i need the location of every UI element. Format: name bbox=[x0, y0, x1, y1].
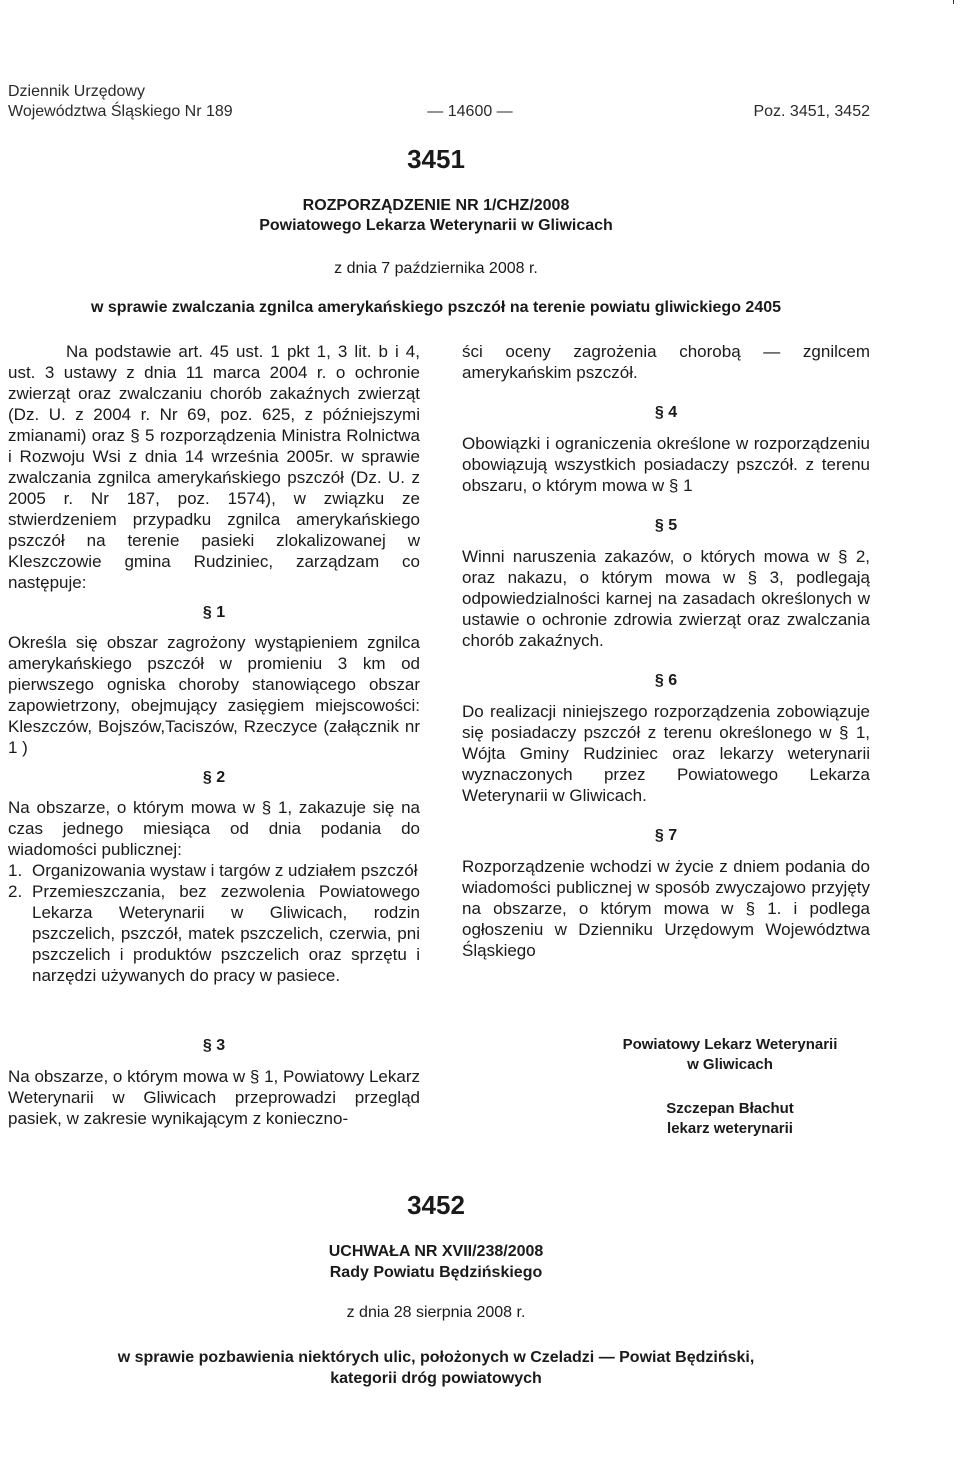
section-5-heading: § 5 bbox=[654, 517, 678, 534]
signature-role: lekarz weterynarii bbox=[667, 1120, 793, 1137]
doc2-date: z dnia 28 sierpnia 2008 r. bbox=[346, 1304, 526, 1321]
doc2-subject-line-2: kategorii dróg powiatowych bbox=[330, 1370, 542, 1387]
section-7-text: Rozporządzenie wchodzi w życie z dniem podania do wiadomości publicznej w sposób zwyczajowo przyjęty na obszarze, o którym mowa w § 1. i podlega ogłoszeniu w Dzienniku Urzędowym Województwa Śląskiego bbox=[462, 857, 870, 960]
left-column-bottom bbox=[8, 1037, 420, 1129]
section-6-text: Do realizacji niniejszego rozporządzenia zobowiązuje się posiadaczy pszczół z terenu określonego w § 1, Wójta Gminy Rudziniec oraz lekarzy weterynarii wyznaczonych przez Powiatowego Lekarza Weterynarii w Gliwicach. bbox=[462, 702, 870, 805]
journal-line-2: Województwa Śląskiego Nr 189 bbox=[8, 103, 233, 120]
section-7-heading: § 7 bbox=[654, 827, 678, 844]
doc2-title-line-1: UCHWAŁA NR XVII/238/2008 bbox=[328, 1243, 544, 1260]
page-edge-mark bbox=[953, 0, 960, 4]
section-5-text: Winni naruszenia zakazów, o których mowa w § 2, oraz nakazu, o którym mowa w § 3, podlegają odpowiedzialności karnej na zasadach określonych w ustawie o ochronie zdrowia zwierząt oraz zwalczania chorób zakaźnych. bbox=[462, 547, 870, 650]
page-number: — 14600 — bbox=[427, 103, 513, 120]
doc2-subject bbox=[0, 1347, 872, 1389]
doc2-title bbox=[0, 1241, 872, 1283]
section-3-text-start: Na obszarze, o którym mowa w § 1, Powiatowy Lekarz Weterynarii w Gliwicach przeprowadzi przegląd pasiek, w zakresie wynikającym z konieczno- bbox=[8, 1067, 420, 1128]
section-3-text-end: ści oceny zagrożenia chorobą — zgnilcem amerykańskim pszczół. bbox=[462, 342, 870, 382]
preamble: Na podstawie art. 45 ust. 1 pkt 1, 3 lit. b i 4, ust. 3 ustawy z dnia 11 marca 2004 r. o ochronie zwierząt oraz zwalczaniu chorób zakaźnych zwierząt (Dz. U. z 2004 r. Nr 69, poz. 625, z późniejszymi zmianami) oraz § 5 rozporządzenia Ministra Rolnictwa i Rozwoju Wsi z dnia 14 września 2005r. w sprawie zwalczania zgnilca amerykańskiego pszczół (Dz. U. z 2005 r. Nr 187, poz. 1574), w związku ze stwierdzeniem przypadku zgnilca amerykańskiego pszczół na terenie pasieki zlokalizowanej w Kleszczowie gmina Rudziniec, zarządzam co następuje: bbox=[8, 342, 420, 592]
doc2-subject-line-1: w sprawie pozbawienia niektórych ulic, położonych w Czeladzi — Powiat Będziński, bbox=[117, 1349, 755, 1366]
section-1-heading: § 1 bbox=[202, 604, 226, 621]
section-6-heading: § 6 bbox=[654, 672, 678, 689]
list-item bbox=[8, 881, 420, 986]
left-column bbox=[8, 341, 420, 986]
doc2-number: 3452 bbox=[407, 1190, 465, 1220]
section-4-heading: § 4 bbox=[654, 404, 678, 421]
section-2-heading: § 2 bbox=[202, 769, 226, 786]
list-item-number: 1. bbox=[8, 861, 23, 880]
doc-title-line-1: ROZPORZĄDZENIE NR 1/CHZ/2008 bbox=[302, 197, 570, 214]
signature-name: Szczepan Błachut bbox=[666, 1100, 794, 1117]
list-item-number: 2. bbox=[8, 882, 23, 901]
journal-line-1: Dziennik Urzędowy bbox=[8, 83, 145, 100]
doc-number: 3451 bbox=[407, 144, 465, 174]
list-item-text: Przemieszczania, bez zezwolenia Powiatowego Lekarza Weterynarii w Gliwicach, rodzin pszczelich, pszczół, matek pszczelich, czerwia, pni pszczelich i produktów pszczelich oraz sprzętu i narzędzi używanych do pracy w pasiece. bbox=[32, 882, 420, 985]
doc-title bbox=[0, 196, 872, 236]
signature-block bbox=[585, 1035, 875, 1139]
list-item-text: Organizowania wystaw i targów z udziałem pszczół bbox=[32, 861, 418, 880]
section-3-heading: § 3 bbox=[202, 1037, 226, 1054]
doc2-title-line-2: Rady Powiatu Będzińskiego bbox=[329, 1264, 543, 1281]
signature-office-line-2: w Gliwicach bbox=[687, 1056, 773, 1073]
signature-office-line-1: Powiatowy Lekarz Weterynarii bbox=[622, 1036, 838, 1053]
positions: Poz. 3451, 3452 bbox=[753, 103, 870, 120]
list-item bbox=[8, 860, 420, 881]
doc-title-line-2: Powiatowego Lekarza Weterynarii w Gliwicach bbox=[259, 217, 613, 234]
doc-date: z dnia 7 października 2008 r. bbox=[334, 260, 538, 277]
section-4-text: Obowiązki i ograniczenia określone w rozporządzeniu obowiązują wszystkich posiadaczy pszczół. z terenu obszaru, o którym mowa w § 1 bbox=[462, 434, 870, 495]
doc-subject: w sprawie zwalczania zgnilca amerykańskiego pszczół na terenie powiatu gliwickiego 2405 bbox=[90, 299, 782, 316]
section-1-text: Określa się obszar zagrożony wystąpieniem zgnilca amerykańskiego pszczół w promieniu 3 km od pierwszego ogniska choroby stanowiącego obszar zapowietrzony, obejmujący zasięgiem miejscowości: Kleszczów, Bojszów,Taciszów, Rzeczyce (załącznik nr 1 ) bbox=[8, 633, 420, 757]
right-column bbox=[462, 341, 870, 961]
journal-title bbox=[8, 82, 233, 122]
section-2-text: Na obszarze, o którym mowa w § 1, zakazuje się na czas jednego miesiąca od dnia podania do wiadomości publicznej: bbox=[8, 798, 420, 859]
